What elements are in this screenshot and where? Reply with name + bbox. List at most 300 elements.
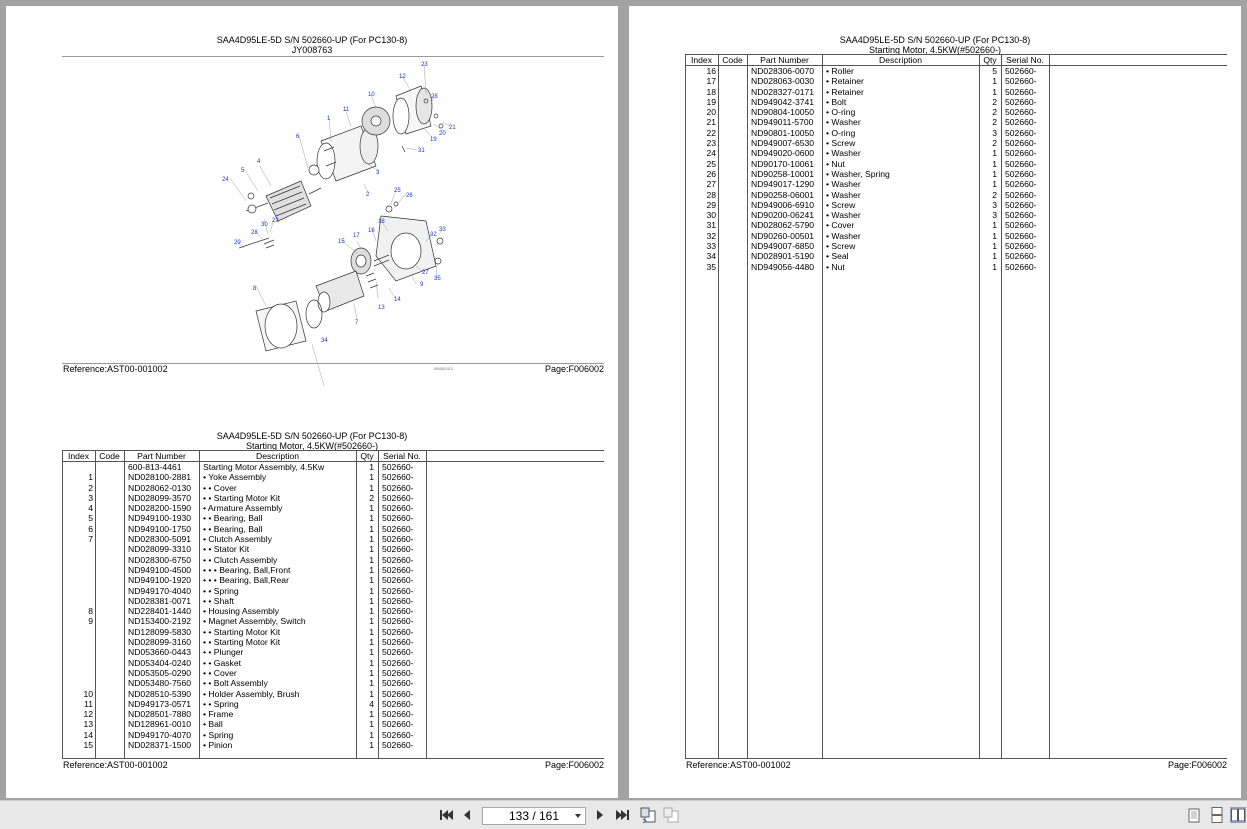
table-row [62, 647, 604, 657]
index-cell: 15 [83, 740, 93, 751]
table-row [685, 220, 1227, 230]
index-cell [62, 668, 95, 678]
qty-cell: 1 [992, 251, 997, 262]
part-number-cell: ND028100-2881 [128, 472, 192, 483]
index-cell: 32 [706, 230, 716, 241]
code-cell [95, 668, 124, 678]
table-row [62, 472, 604, 482]
code-cell [718, 97, 747, 107]
serial-number-cell: 502660- [382, 575, 414, 586]
qty-cell: 1 [369, 595, 374, 606]
part-number-cell: ND053480-7560 [128, 678, 192, 689]
serial-number-cell: 502660- [1005, 76, 1037, 87]
prev-page-icon[interactable] [459, 807, 475, 823]
index-cell [62, 555, 95, 565]
part-number-cell: ND028501-7880 [128, 709, 192, 720]
qty-cell: 1 [992, 76, 997, 87]
part-number-cell: ND90804-10050 [751, 107, 815, 118]
index-cell: 22 [706, 127, 716, 138]
index-cell [62, 565, 95, 575]
qty-cell: 1 [369, 740, 374, 751]
serial-number-cell: 502660- [382, 503, 414, 514]
qty-cell: 1 [369, 575, 374, 586]
table-row [685, 159, 1227, 169]
table-row [685, 107, 1227, 117]
part-number-cell: ND90258-06001 [751, 189, 815, 200]
column-header: Description [256, 451, 299, 461]
part-number-cell: ND228401-1440 [128, 606, 192, 617]
description-cell: • Seal [826, 251, 849, 262]
column-header: Qty [983, 55, 997, 65]
table-row [62, 627, 604, 637]
code-cell [95, 586, 124, 596]
index-cell: 25 [706, 158, 716, 169]
page-number-label: Page:F006002 [1167, 760, 1227, 770]
description-cell: • • Cover [203, 667, 237, 678]
part-number-cell: ND028901-5190 [751, 251, 815, 262]
serial-number-cell: 502660- [382, 719, 414, 730]
table-subtitle: Starting Motor, 4.5KW(#502660-) [868, 45, 1002, 55]
index-cell: 16 [706, 66, 716, 76]
code-cell [95, 472, 124, 482]
column-header: Index [690, 55, 713, 65]
part-number-cell: ND028099-3570 [128, 492, 192, 503]
description-cell: • • Bearing, Ball [203, 513, 263, 524]
serial-number-cell: 502660- [1005, 168, 1037, 179]
column-header: Qty [360, 451, 374, 461]
serial-number-cell: 502660- [382, 462, 414, 472]
code-cell [95, 555, 124, 565]
callout-label: 1 [327, 116, 331, 122]
qty-cell: 1 [369, 503, 374, 514]
callout-label: 3 [376, 170, 380, 176]
part-number-cell: ND949006-6910 [751, 199, 815, 210]
part-number-cell: ND028371-1500 [128, 740, 192, 751]
part-number-cell: ND949173-0571 [128, 698, 192, 709]
qty-cell: 3 [992, 199, 997, 210]
description-cell: • Spring [203, 729, 234, 740]
serial-number-cell: 502660- [382, 740, 414, 751]
code-cell [718, 87, 747, 97]
index-cell [62, 596, 95, 606]
column-header: Code [99, 451, 120, 461]
last-page-icon[interactable] [615, 807, 631, 823]
serial-number-cell: 502660- [1005, 96, 1037, 107]
code-cell [95, 596, 124, 606]
two-page-view-icon[interactable] [1230, 807, 1246, 823]
code-cell [95, 740, 124, 750]
code-cell [95, 513, 124, 523]
index-cell: 24 [706, 148, 716, 159]
callout-label: 23 [421, 62, 428, 68]
code-cell [718, 251, 747, 261]
index-cell [62, 678, 95, 688]
description-cell: • • Starting Motor Kit [203, 637, 281, 648]
description-cell: • Ball [203, 719, 223, 730]
diagram-footer-code: 000000-013 [434, 367, 453, 371]
rotate-alt-icon[interactable] [663, 807, 679, 823]
serial-number-cell: 502660- [382, 698, 414, 709]
callout-label: 28 [431, 94, 438, 100]
reference-label: Reference:AST00-001002 [686, 760, 791, 770]
table-row [62, 658, 604, 668]
table-row [62, 596, 604, 606]
index-cell [62, 544, 95, 554]
description-cell: • • Bearing, Ball [203, 523, 263, 534]
code-cell [718, 190, 747, 200]
qty-cell: 1 [992, 86, 997, 97]
code-cell [95, 616, 124, 626]
serial-number-cell: 502660- [382, 647, 414, 658]
code-cell [95, 678, 124, 688]
index-cell: 29 [706, 199, 716, 210]
serial-number-cell: 502660- [382, 688, 414, 699]
table-row [685, 190, 1227, 200]
column-header: Code [722, 55, 743, 65]
column-divider [685, 54, 686, 758]
description-cell: • Nut [826, 158, 845, 169]
serial-number-cell: 502660- [1005, 189, 1037, 200]
qty-cell: 1 [369, 678, 374, 689]
description-cell: • • Starting Motor Kit [203, 492, 281, 503]
code-cell [95, 730, 124, 740]
index-cell: 9 [88, 616, 93, 627]
code-cell [718, 179, 747, 189]
description-cell: • Washer [826, 230, 861, 241]
callout-label: 32 [430, 232, 437, 238]
callout-label: 13 [378, 305, 385, 311]
callout-label: 6 [296, 134, 300, 140]
table-row [62, 503, 604, 513]
description-cell: • Magnet Assembly, Switch [203, 616, 306, 627]
code-cell [95, 627, 124, 637]
part-number-cell: ND028381-0071 [128, 595, 192, 606]
part-number-cell: ND90801-10050 [751, 127, 815, 138]
qty-cell: 1 [369, 554, 374, 565]
index-cell: 12 [83, 709, 93, 720]
callout-label: 4 [257, 159, 261, 165]
table-row [685, 210, 1227, 220]
table-row [62, 565, 604, 575]
code-cell [95, 493, 124, 503]
code-cell [95, 575, 124, 585]
qty-cell: 1 [369, 462, 374, 472]
part-number-cell: ND949170-4070 [128, 729, 192, 740]
part-number-cell: ND053660-0443 [128, 647, 192, 658]
serial-number-cell: 502660- [382, 667, 414, 678]
column-divider [1049, 54, 1050, 758]
serial-number-cell: 502660- [1005, 220, 1037, 231]
code-cell [95, 534, 124, 544]
serial-number-cell: 502660- [382, 585, 414, 596]
serial-number-cell: 502660- [1005, 199, 1037, 210]
index-cell [62, 575, 95, 585]
code-cell [718, 128, 747, 138]
callout-label: 34 [321, 338, 328, 344]
serial-number-cell: 502660- [382, 729, 414, 740]
index-cell [62, 627, 95, 637]
table-row [62, 513, 604, 523]
index-cell: 2 [88, 482, 93, 493]
parts-table [685, 54, 1227, 272]
index-cell [62, 462, 95, 472]
code-cell [95, 462, 124, 472]
description-cell: • Clutch Assembly [203, 534, 272, 545]
qty-cell: 1 [369, 534, 374, 545]
callout-label: 33 [439, 227, 446, 233]
table-row [685, 97, 1227, 107]
continuous-view-icon[interactable] [1209, 807, 1225, 823]
qty-cell: 2 [992, 117, 997, 128]
table-row [62, 534, 604, 544]
callout-label: 10 [368, 92, 375, 98]
serial-number-cell: 502660- [382, 626, 414, 637]
part-number-cell: ND949011-5700 [751, 117, 814, 128]
qty-cell: 1 [992, 179, 997, 190]
part-number-cell: ND90258-10001 [751, 168, 815, 179]
part-number-cell: ND128961-0010 [128, 719, 192, 730]
table-row [62, 555, 604, 565]
description-cell: • Nut [826, 261, 845, 272]
index-cell: 17 [706, 76, 716, 87]
diagram-subtitle: JY008763 [291, 45, 333, 55]
qty-cell: 1 [369, 667, 374, 678]
page-number-label: Page:F006002 [544, 364, 604, 374]
qty-cell: 1 [369, 513, 374, 524]
description-cell: • Cover [826, 220, 855, 231]
code-cell [718, 220, 747, 230]
serial-number-cell: 502660- [382, 544, 414, 555]
column-header: Description [879, 55, 922, 65]
part-number-cell: ND153400-2192 [128, 616, 192, 627]
column-divider [95, 450, 96, 758]
table-header-row [62, 450, 604, 462]
qty-cell: 1 [369, 657, 374, 668]
description-cell: • O-ring [826, 127, 856, 138]
rotate-icon[interactable] [640, 807, 656, 823]
callout-label: 9 [420, 282, 424, 288]
qty-cell: 1 [369, 585, 374, 596]
index-cell: 33 [706, 241, 716, 252]
description-cell: • Yoke Assembly [203, 472, 267, 483]
qty-cell: 1 [369, 637, 374, 648]
code-cell [95, 689, 124, 699]
page-number-input[interactable] [482, 807, 586, 825]
serial-number-cell: 502660- [1005, 241, 1037, 252]
qty-cell: 1 [369, 647, 374, 658]
code-cell [95, 647, 124, 657]
description-cell: • • Starting Motor Kit [203, 626, 281, 637]
qty-cell: 1 [369, 616, 374, 627]
table-row [62, 606, 604, 616]
table-row [685, 117, 1227, 127]
table-row [685, 251, 1227, 261]
part-number-cell: ND028099-3160 [128, 637, 192, 648]
table-row [62, 699, 604, 709]
table-row [685, 169, 1227, 179]
qty-cell: 2 [992, 107, 997, 118]
qty-cell: 1 [369, 709, 374, 720]
index-cell: 30 [706, 210, 716, 221]
qty-cell: 1 [992, 220, 997, 231]
code-cell [95, 637, 124, 647]
description-cell: Starting Motor Assembly, 4.5Kw [203, 462, 325, 472]
table-row [62, 586, 604, 596]
table-header-row [685, 54, 1227, 66]
code-cell [718, 107, 747, 117]
serial-number-cell: 502660- [1005, 210, 1037, 221]
description-cell: • Retainer [826, 86, 864, 97]
part-number-cell: ND949020-0600 [751, 148, 815, 159]
column-header: Part Number [137, 451, 186, 461]
description-cell: • Retainer [826, 76, 864, 87]
qty-cell: 4 [369, 698, 374, 709]
description-cell: • • Gasket [203, 657, 242, 668]
column-divider [378, 450, 379, 758]
callout-label: 31 [418, 148, 425, 154]
index-cell: 35 [706, 261, 716, 272]
code-cell [95, 544, 124, 554]
description-cell: • Washer [826, 117, 861, 128]
code-cell [718, 117, 747, 127]
next-page-icon[interactable] [592, 807, 608, 823]
callout-label: 21 [449, 125, 456, 131]
code-cell [95, 658, 124, 668]
serial-number-cell: 502660- [1005, 179, 1037, 190]
part-number-cell: ND053404-0240 [128, 657, 192, 668]
callout-label: 24 [222, 177, 229, 183]
code-cell [95, 503, 124, 513]
qty-cell: 3 [992, 210, 997, 221]
exploded-parts-diagram [206, 56, 466, 371]
description-cell: • Washer [826, 210, 861, 221]
column-divider [718, 54, 719, 758]
column-header: Part Number [760, 55, 809, 65]
document-page-left [6, 6, 618, 798]
serial-number-cell: 502660- [1005, 148, 1037, 159]
code-cell [718, 138, 747, 148]
description-cell: • • Cover [203, 482, 237, 493]
description-cell: • • Shaft [203, 595, 234, 606]
qty-cell: 1 [369, 564, 374, 575]
part-number-cell: ND949056-4480 [751, 261, 815, 272]
column-header: Serial No. [1006, 55, 1044, 65]
description-cell: • Screw [826, 241, 856, 252]
code-cell [718, 148, 747, 158]
table-title: SAA4D95LE-5D S/N 502660-UP (For PC130-8) [839, 35, 1031, 45]
qty-cell: 2 [992, 138, 997, 149]
index-cell: 19 [706, 96, 716, 107]
part-number-cell: ND028306-0070 [751, 66, 815, 76]
table-row [62, 462, 604, 472]
column-divider [747, 54, 748, 758]
serial-number-cell: 502660- [1005, 66, 1037, 76]
description-cell: • Screw [826, 199, 856, 210]
part-number-cell: ND949170-4040 [128, 585, 192, 596]
callout-label: 35 [434, 276, 441, 282]
reference-label: Reference:AST00-001002 [63, 760, 168, 770]
description-cell: • • • Bearing, Ball,Front [203, 564, 291, 575]
code-cell [718, 231, 747, 241]
chevron-down-icon[interactable] [575, 814, 581, 818]
table-row [685, 200, 1227, 210]
qty-cell: 1 [992, 241, 997, 252]
index-cell: 6 [88, 523, 93, 534]
column-divider [426, 450, 427, 758]
callout-label: 20 [439, 131, 446, 137]
index-cell [62, 647, 95, 657]
column-divider [979, 54, 980, 758]
first-page-icon[interactable] [438, 807, 454, 823]
index-cell: 18 [706, 86, 716, 97]
table-row [685, 241, 1227, 251]
callout-label: 8 [253, 286, 257, 292]
serial-number-cell: 502660- [382, 657, 414, 668]
code-cell [718, 66, 747, 76]
callout-label: 14 [394, 297, 401, 303]
index-cell: 21 [706, 117, 716, 128]
index-cell: 3 [88, 492, 93, 503]
description-cell: • • • Bearing, Ball,Rear [203, 575, 289, 586]
serial-number-cell: 502660- [1005, 230, 1037, 241]
column-divider [199, 450, 200, 758]
description-cell: • Roller [826, 66, 854, 76]
code-cell [718, 241, 747, 251]
serial-number-cell: 502660- [382, 472, 414, 483]
serial-number-cell: 502660- [382, 616, 414, 627]
qty-cell: 1 [369, 688, 374, 699]
qty-cell: 2 [992, 189, 997, 200]
single-page-view-icon[interactable] [1186, 807, 1202, 823]
description-cell: • • Spring [203, 698, 239, 709]
index-cell: 23 [706, 138, 716, 149]
serial-number-cell: 502660- [1005, 251, 1037, 262]
table-row [62, 719, 604, 729]
part-number-cell: ND028062-5790 [751, 220, 815, 231]
qty-cell: 2 [369, 492, 374, 503]
description-cell: • Housing Assembly [203, 606, 280, 617]
table-row [62, 678, 604, 688]
qty-cell: 1 [369, 606, 374, 617]
qty-cell: 1 [369, 626, 374, 637]
table-row [62, 740, 604, 750]
serial-number-cell: 502660- [1005, 127, 1037, 138]
part-number-cell: ND028099-3310 [128, 544, 192, 555]
qty-cell: 1 [992, 148, 997, 159]
code-cell [718, 262, 747, 272]
callout-label: 5 [241, 168, 245, 174]
serial-number-cell: 502660- [382, 492, 414, 503]
code-cell [95, 699, 124, 709]
index-cell: 5 [88, 513, 93, 524]
table-row [62, 575, 604, 585]
part-number-cell: ND949100-4500 [128, 564, 192, 575]
serial-number-cell: 502660- [382, 482, 414, 493]
callout-label: 2 [366, 192, 370, 198]
index-cell: 27 [706, 179, 716, 190]
serial-number-cell: 502660- [382, 513, 414, 524]
serial-number-cell: 502660- [1005, 261, 1037, 272]
table-row [685, 76, 1227, 86]
callout-label: 16 [368, 228, 375, 234]
description-cell: • • Clutch Assembly [203, 554, 278, 565]
table-row [685, 148, 1227, 158]
serial-number-cell: 502660- [1005, 107, 1037, 118]
part-number-cell: ND028062-0130 [128, 482, 192, 493]
description-cell: • Bolt [826, 96, 847, 107]
qty-cell: 1 [369, 719, 374, 730]
callout-label: 28 [251, 230, 258, 236]
